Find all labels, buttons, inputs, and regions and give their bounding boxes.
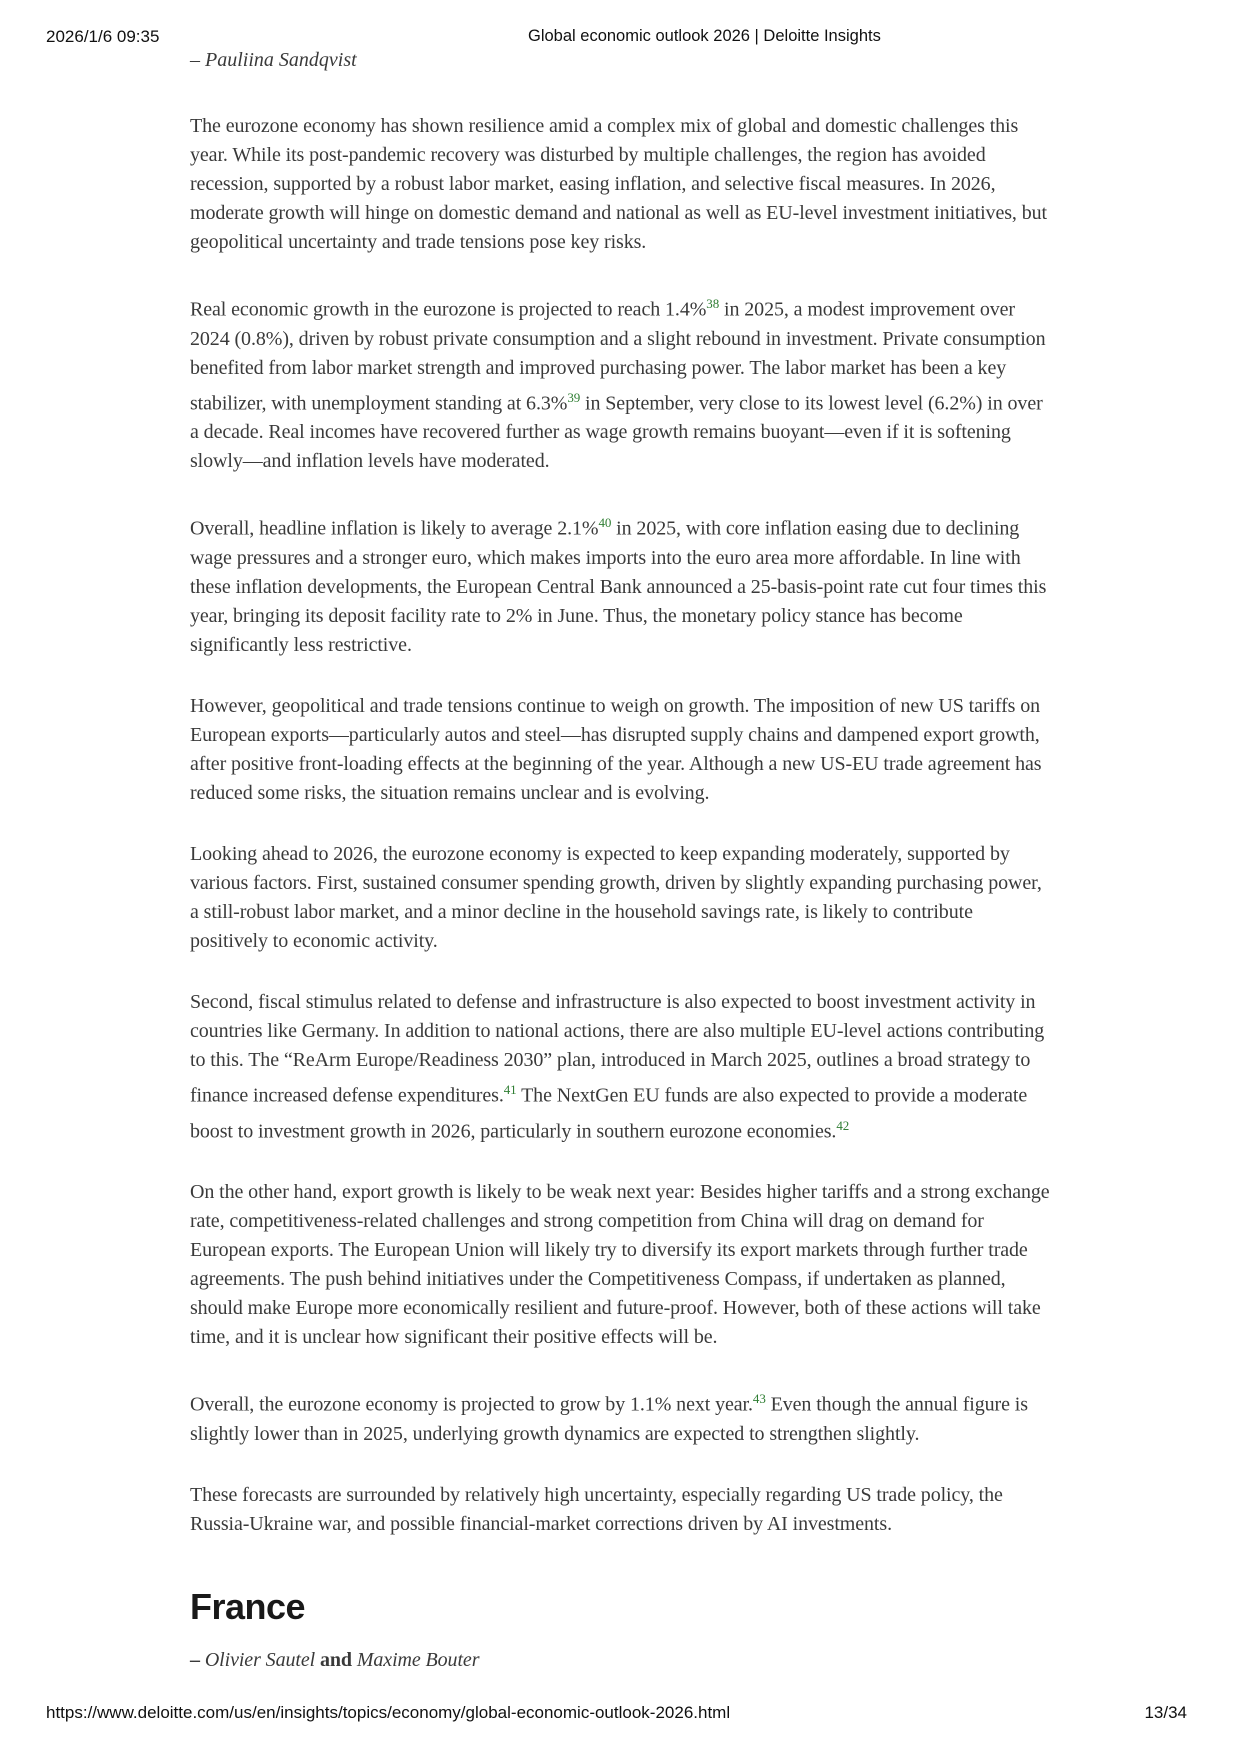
paragraph: Second, fiscal stimulus related to defense and infrastructure is also expected to boost investment activity in countries like Germany. In addition to national actions, there are also multiple EU-level actions contributing to this. The “ReArm Europe/Readiness 2030” plan, introduced in March 2025, outlines a broad strategy to finance increased defense expenditures.$^{41}$ The NextGen EU funds are also expected to provide a moderate boost to investment growth in 2026, particularly in southern eurozone economies.$^{42}$ [190, 990, 1045, 1143]
print-header-datetime: 2026/1/6 09:35 [46, 27, 160, 46]
paragraph: Looking ahead to 2026, the eurozone economy is expected to keep expanding moderately, supported by various factors. First, sustained consumer spending growth, driven by slightly expanding purchasing power, a still-robust labor market, and a minor decline in the household savings rate, is likely to contribute positively to economic activity. [190, 842, 1042, 952]
byline-author-1: Olivier Sautel [204, 1648, 316, 1671]
paragraph: Real economic growth in the eurozone is projected to reach 1.4%$^{38}$ in 2025, a modest improvement over 2024 (0.8%), driven by robust private consumption and a slight rebound in investment. Private consumption benefited from labor market strength and improved purchasing power. The labor market has been a key stabilizer, with unemployment standing at 6.3%$^{39}$ in September, very close to its lowest level (6.2%) in over a decade. Real incomes have recovered further as wage growth remains buoyant—even if it is softening slowly—and inflation levels have moderated. [190, 296, 1046, 473]
footnote-ref[interactable]: 43 [752, 1391, 766, 1407]
paragraph: The eurozone economy has shown resilience amid a complex mix of global and domestic challenges this year. While its post-pandemic recovery was disturbed by multiple challenges, the region has avoided recession, supported by a robust labor market, easing inflation, and selective fiscal measures. In 2026, moderate growth will hinge on domestic demand and national as well as EU-level investment initiatives, but geopolitical uncertainty and trade tensions pose key risks. [190, 115, 1047, 253]
byline-dash: – [190, 1648, 200, 1671]
byline-connector: and [319, 1648, 352, 1671]
author-byline-top-text: – Pauliina Sandqvist [190, 49, 357, 71]
paragraph: However, geopolitical and trade tensions continue to weigh on growth. The imposition of new US tariffs on European exports—particularly autos and steel—has disrupted supply chains and dampened export growth, after positive front-loading effects at the beginning of the year. Although a new US-EU trade agreement has reduced some risks, the situation remains unclear and is evolving. [190, 694, 1042, 804]
article-body [190, 112, 1052, 1673]
footnote-ref[interactable]: 41 [503, 1081, 517, 1097]
print-footer-page-indicator: 13/34 [1144, 1703, 1187, 1722]
section-heading-france: France [190, 1585, 306, 1627]
footnote-ref[interactable]: 40 [598, 515, 612, 531]
author-byline-top [190, 49, 357, 72]
paragraph: On the other hand, export growth is likely to be weak next year: Besides higher tariffs and a strong exchange rate, competitiveness-related challenges and strong competition from China will drag on demand for European exports. The European Union will likely try to diversify its export markets through further trade agreements. The push behind initiatives under the Competitiveness Compass, if undertaken as planned, should make Europe more economically resilient and future-proof. However, both of these actions will take time, and it is unclear how significant their positive effects will be. [190, 1181, 1050, 1349]
footnote-ref[interactable]: 42 [836, 1117, 850, 1133]
footnote-ref[interactable]: 39 [567, 389, 581, 405]
paragraph: Overall, the eurozone economy is projected to grow by 1.1% next year.$^{43}$ Even though the annual figure is slightly lower than in 2025, underlying growth dynamics are expected to strengthen slightly. [190, 1391, 1028, 1445]
print-footer-url: https://www.deloitte.com/us/en/insights/topics/economy/global-economic-outlook-2026.html [46, 1703, 731, 1722]
paragraph: Overall, headline inflation is likely to average 2.1%$^{40}$ in 2025, with core inflation easing due to declining wage pressures and a stronger euro, which makes imports into the euro area more affordable. In line with these inflation developments, the European Central Bank announced a 25-basis-point rate cut four times this year, bringing its deposit facility rate to 2% in June. Thus, the monetary policy stance has become significantly less restrictive. [190, 515, 1047, 656]
print-header-document-title: Global economic outlook 2026 | Deloitte Insights [528, 27, 881, 45]
byline-author-2: Maxime Bouter [356, 1648, 480, 1671]
paragraph: These forecasts are surrounded by relatively high uncertainty, especially regarding US trade policy, the Russia-Ukraine war, and possible financial-market corrections driven by AI investments. [190, 1483, 1003, 1535]
author-byline-bottom [190, 1647, 1052, 1673]
footnote-ref[interactable]: 38 [706, 296, 720, 311]
